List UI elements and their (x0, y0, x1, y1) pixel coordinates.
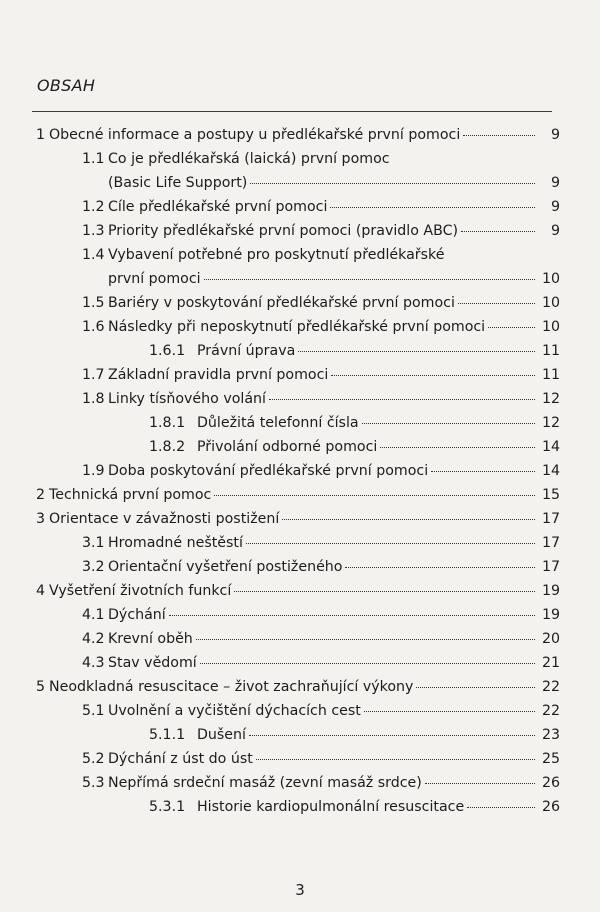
toc-entry-number: 3 (36, 511, 46, 527)
toc-entry-page: 26 (541, 775, 560, 791)
toc-entry-title: Neodkladná resuscitace – život zachraňující výkony (49, 679, 414, 695)
toc-entry-title: Vyšetření životních funkcí (49, 583, 232, 599)
toc-entry-title: Priority předlékařské první pomoci (pravidlo ABC) (108, 223, 459, 239)
toc-entry-number: 1.9 (82, 463, 105, 479)
toc-entry-page: 15 (541, 487, 560, 503)
toc-entry-number: 4 (36, 583, 46, 599)
dot-leader (461, 231, 535, 232)
dot-leader (214, 495, 535, 496)
toc-entry-page: 22 (541, 703, 560, 719)
toc-entry-title: (Basic Life Support) (108, 175, 248, 191)
toc-entry-number: 1.4 (82, 247, 105, 263)
toc-entry-page: 14 (541, 463, 560, 479)
toc-entry (82, 365, 560, 387)
toc-entry-title: Doba poskytování předlékařské první pomoci (108, 463, 429, 479)
toc-entry (82, 269, 560, 291)
toc-entry-page: 12 (541, 391, 560, 407)
dot-leader (458, 303, 535, 304)
toc-entry-page: 9 (550, 199, 560, 215)
toc-entry-page: 17 (541, 559, 560, 575)
toc-entry-page: 17 (541, 511, 560, 527)
dot-leader (169, 615, 535, 616)
toc-entry (36, 485, 560, 507)
toc-entry-number: 5.3.1 (149, 799, 186, 815)
dot-leader (431, 471, 535, 472)
toc-entry-number: 1.3 (82, 223, 105, 239)
toc-entry-number: 4.3 (82, 655, 105, 671)
toc-entry-title: Dýchání z úst do úst (108, 751, 253, 767)
toc-entry-number: 5 (36, 679, 46, 695)
toc-entry-title: Co je předlékařská (laická) první pomoc (108, 151, 390, 167)
toc-entry-number: 1.7 (82, 367, 105, 383)
dot-leader (488, 327, 535, 328)
toc-entry-page: 19 (541, 583, 560, 599)
toc-entry-number: 5.2 (82, 751, 105, 767)
toc-entry (149, 725, 560, 747)
toc-entry-number: 3.2 (82, 559, 105, 575)
toc-entry-title: Důležitá telefonní čísla (197, 415, 359, 431)
dot-leader (200, 663, 535, 664)
toc-entry (82, 461, 560, 483)
toc-entry-title: Orientace v závažnosti postižení (49, 511, 280, 527)
toc-entry-title: Orientační vyšetření postiženého (108, 559, 343, 575)
toc-entry-title: Vybavení potřebné pro poskytnutí předlékařské (108, 247, 445, 263)
dot-leader (467, 807, 535, 808)
toc-entry-page: 20 (541, 631, 560, 647)
toc-entry-number: 2 (36, 487, 46, 503)
toc-entry (36, 125, 560, 147)
toc-entry-page: 26 (541, 799, 560, 815)
dot-leader (425, 783, 535, 784)
toc-entry-page: 22 (541, 679, 560, 695)
toc-entry-title: Základní pravidla první pomoci (108, 367, 329, 383)
toc-entry-page: 12 (541, 415, 560, 431)
toc-entry-number: 5.1 (82, 703, 105, 719)
toc-entry (36, 581, 560, 603)
toc-entry-title: Stav vědomí (108, 655, 197, 671)
toc-entry (82, 317, 560, 339)
toc-entry-number: 3.1 (82, 535, 105, 551)
toc-entry-page: 14 (541, 439, 560, 455)
toc-entry-number: 4.1 (82, 607, 105, 623)
toc-entry-number: 1.2 (82, 199, 105, 215)
toc-entry (149, 437, 560, 459)
toc-entry-page: 25 (541, 751, 560, 767)
toc-entry (36, 509, 560, 531)
toc-entry (149, 797, 560, 819)
toc-entry-number: 1.1 (82, 151, 105, 167)
toc-entry-number: 5.1.1 (149, 727, 186, 743)
toc-entry-title: Linky tísňového volání (108, 391, 266, 407)
toc-entry-title: Obecné informace a postupy u předlékařské první pomoci (49, 127, 461, 143)
dot-leader (256, 759, 535, 760)
toc-entry-title: Cíle předlékařské první pomoci (108, 199, 328, 215)
toc-entry (82, 221, 560, 243)
dot-leader (250, 183, 535, 184)
dot-leader (364, 711, 535, 712)
toc-entry-number: 1 (36, 127, 46, 143)
dot-leader (282, 519, 535, 520)
toc-entry (82, 149, 560, 171)
dot-leader (204, 279, 535, 280)
dot-leader (298, 351, 535, 352)
toc-heading: OBSAH (37, 76, 96, 95)
toc-entry-page: 10 (541, 271, 560, 287)
dot-leader (331, 375, 535, 376)
dot-leader (380, 447, 535, 448)
toc-entry-page: 19 (541, 607, 560, 623)
toc-entry (82, 773, 560, 795)
toc-entry-page: 23 (541, 727, 560, 743)
toc-entry-number: 1.8 (82, 391, 105, 407)
toc-entry (82, 749, 560, 771)
toc-entry-number: 1.5 (82, 295, 105, 311)
toc-entry-number: 5.3 (82, 775, 105, 791)
toc-entry-page: 10 (541, 319, 560, 335)
toc-entry-title: Bariéry v poskytování předlékařské první pomoci (108, 295, 455, 311)
toc-entry (82, 605, 560, 627)
toc-entry-page: 9 (550, 223, 560, 239)
toc-entry (82, 197, 560, 219)
toc-entry-title: Dýchání (108, 607, 166, 623)
toc-entry-title: Přivolání odborné pomoci (197, 439, 378, 455)
toc-entry (149, 341, 560, 363)
toc-entry-page: 10 (541, 295, 560, 311)
dot-leader (249, 735, 535, 736)
toc-entry-title: Následky při neposkytnutí předlékařské první pomoci (108, 319, 486, 335)
toc-entry-number: 1.8.1 (149, 415, 186, 431)
toc-entry (82, 653, 560, 675)
toc-entry-page: 9 (550, 175, 560, 191)
toc-entry (36, 677, 560, 699)
toc-entry-title: Krevní oběh (108, 631, 193, 647)
toc-entry-number: 1.6.1 (149, 343, 186, 359)
dot-leader (463, 135, 535, 136)
toc-entry (82, 293, 560, 315)
dot-leader (330, 207, 535, 208)
toc-entry (82, 245, 560, 267)
dot-leader (345, 567, 535, 568)
toc-entry-page: 21 (541, 655, 560, 671)
dot-leader (269, 399, 535, 400)
dot-leader (416, 687, 535, 688)
toc-entry-number: 4.2 (82, 631, 105, 647)
dot-leader (234, 591, 535, 592)
toc-entry-number: 1.8.2 (149, 439, 186, 455)
toc-entry (82, 557, 560, 579)
heading-rule (32, 111, 552, 112)
toc-entry-title: Právní úprava (197, 343, 296, 359)
toc-entry-title: Nepřímá srdeční masáž (zevní masáž srdce) (108, 775, 422, 791)
dot-leader (362, 423, 535, 424)
toc-entry-page: 11 (541, 343, 560, 359)
toc-entry-number: 1.6 (82, 319, 105, 335)
toc-entry (82, 701, 560, 723)
toc-entry (82, 629, 560, 651)
dot-leader (196, 639, 535, 640)
toc-entry-page: 9 (550, 127, 560, 143)
toc-entry (82, 389, 560, 411)
toc-entry-page: 17 (541, 535, 560, 551)
dot-leader (246, 543, 535, 544)
toc-entry-title: Uvolnění a vyčištění dýchacích cest (108, 703, 361, 719)
toc-entry (82, 533, 560, 555)
toc-entry-page: 11 (541, 367, 560, 383)
toc-entry (149, 413, 560, 435)
toc-entry-title: Hromadné neštěstí (108, 535, 243, 551)
page-number: 3 (295, 881, 305, 899)
toc-entry (82, 173, 560, 195)
toc-entry-title: Technická první pomoc (49, 487, 212, 503)
toc-entry-title: první pomoci (108, 271, 201, 287)
toc-entry-title: Historie kardiopulmonální resuscitace (197, 799, 465, 815)
toc-entry-title: Dušení (197, 727, 246, 743)
